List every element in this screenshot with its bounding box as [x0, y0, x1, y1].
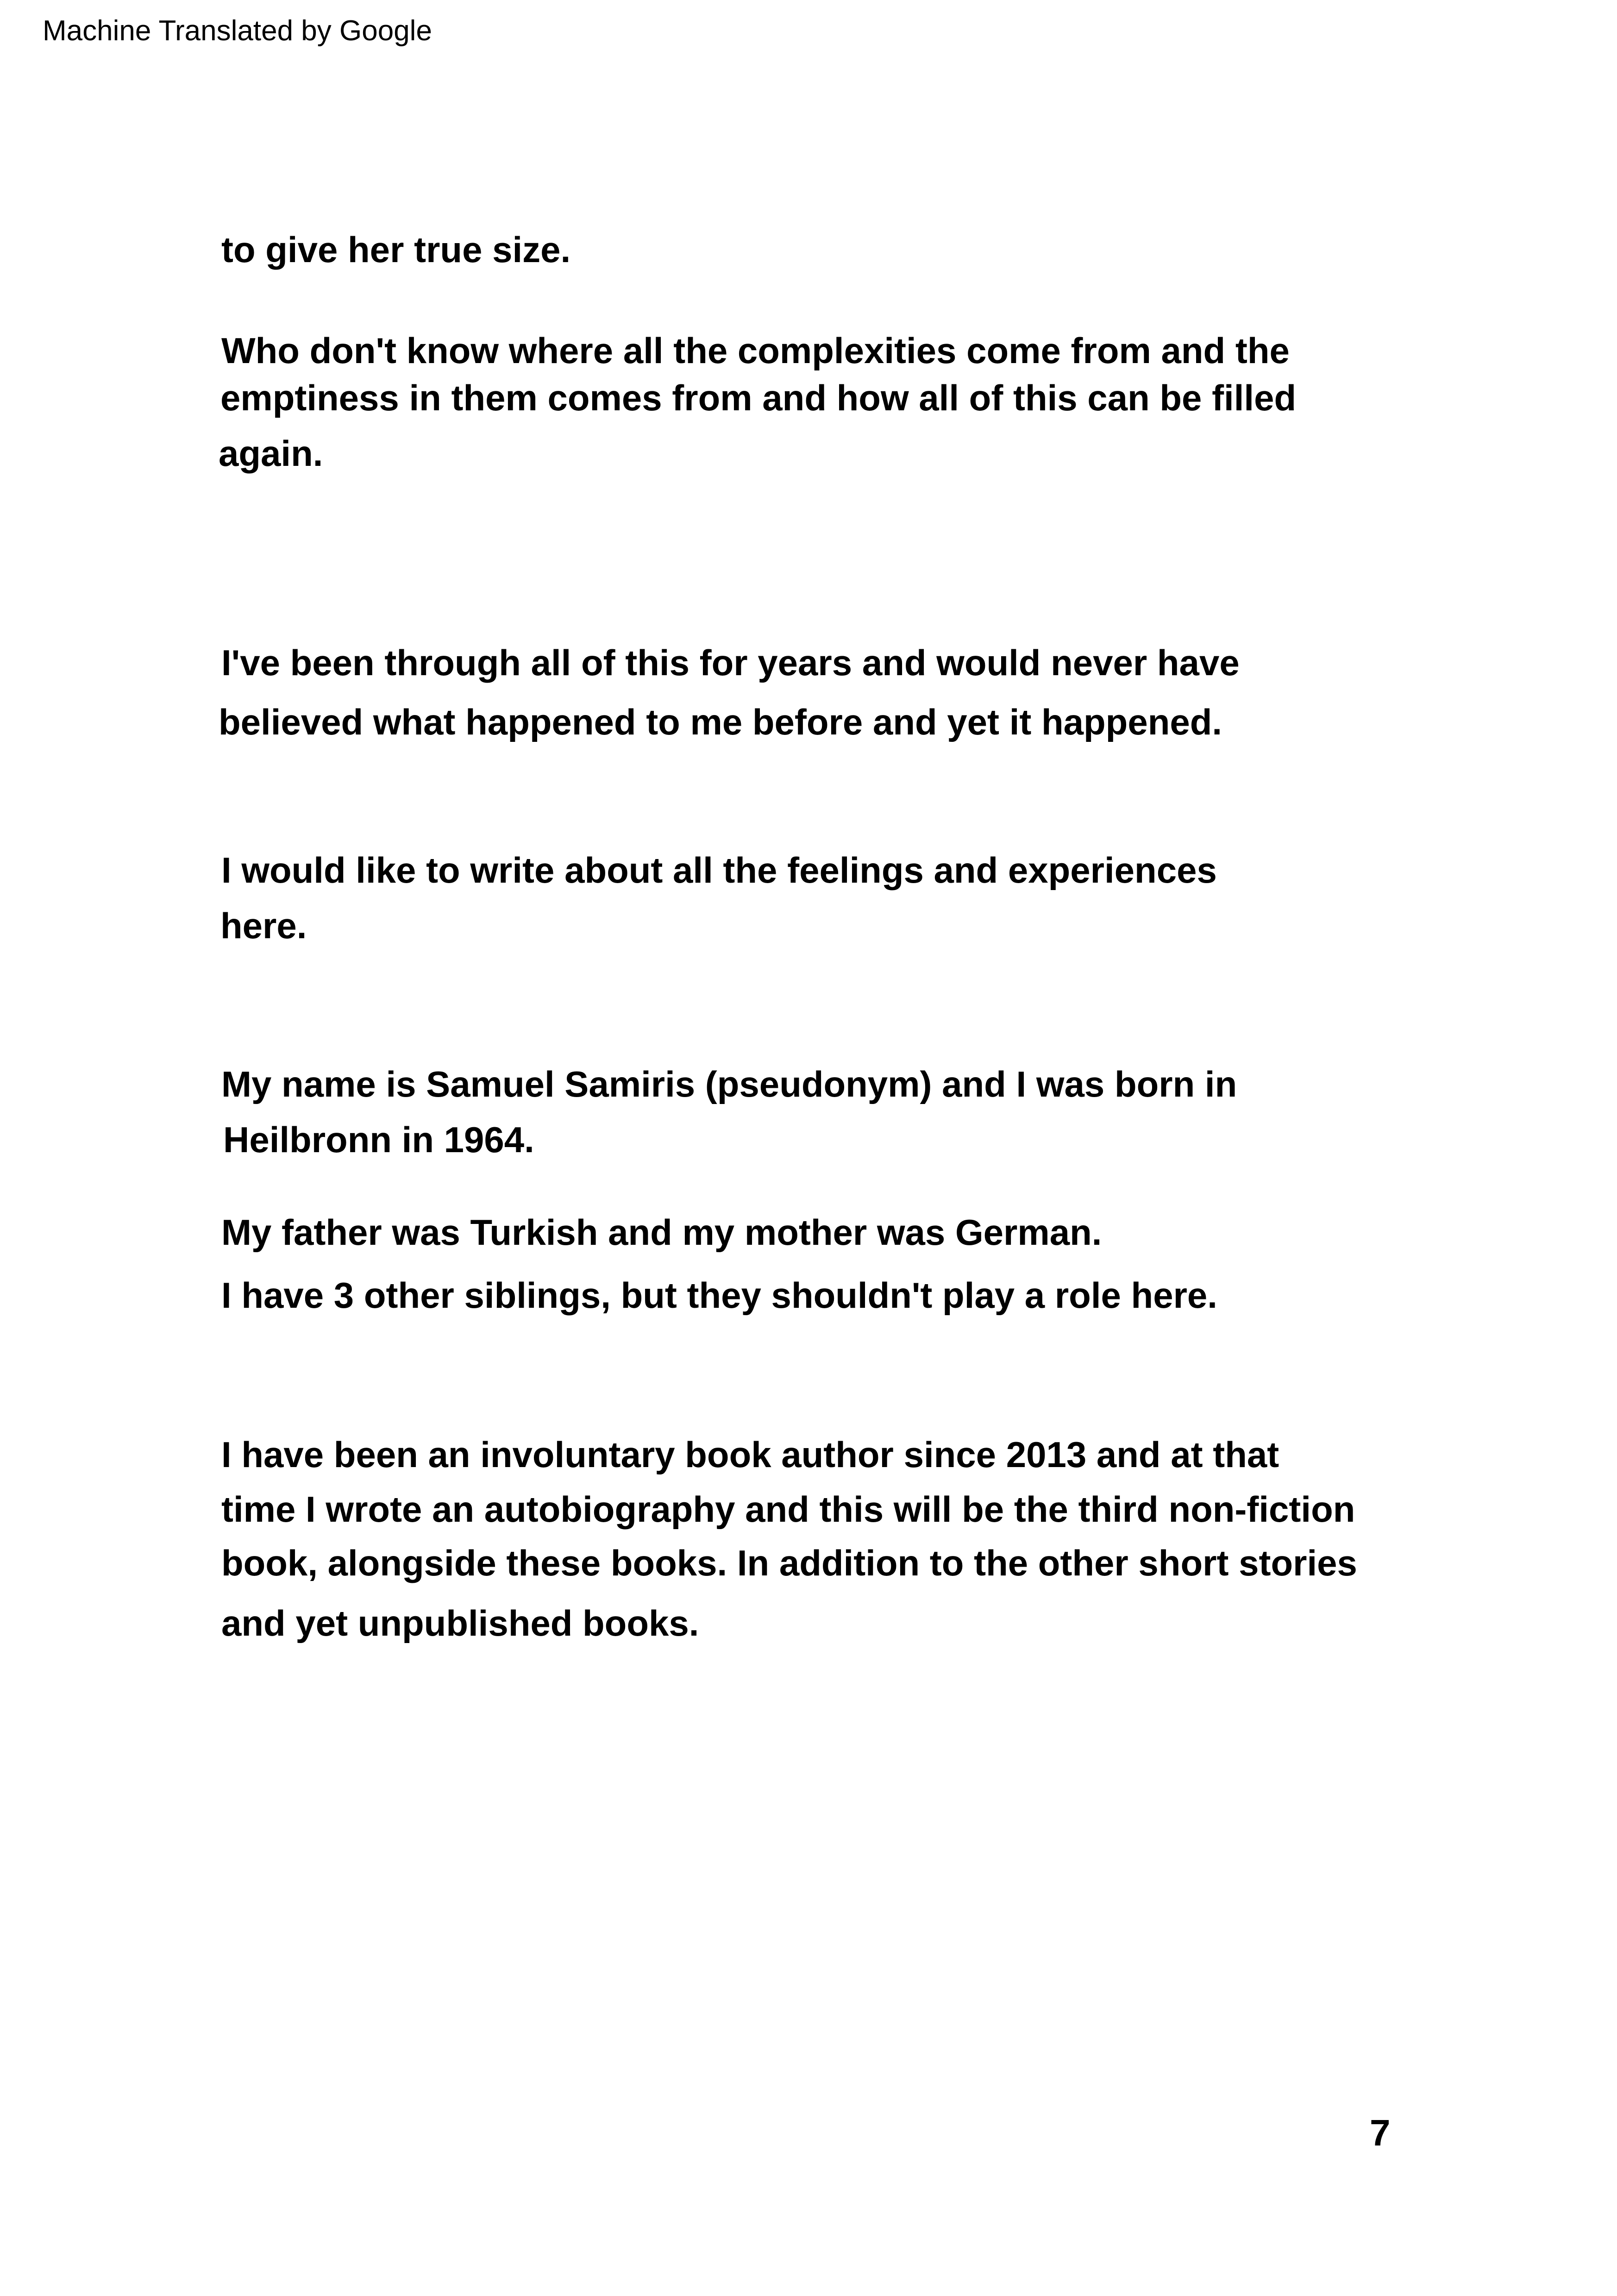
body-text-line: believed what happened to me before and yet it happened.	[219, 702, 1222, 742]
body-text-line: here.	[220, 905, 307, 946]
body-text-line: I would like to write about all the feelings and experiences	[221, 850, 1217, 891]
body-text-line: time I wrote an autobiography and this will be the third non-fiction	[221, 1489, 1355, 1530]
body-text-line: My name is Samuel Samiris (pseudonym) and I was born in	[221, 1064, 1237, 1104]
body-text-line: Who don't know where all the complexities come from and the	[221, 330, 1290, 371]
body-text-line: I have been an involuntary book author since 2013 and at that	[221, 1434, 1279, 1475]
page-number: 7	[1370, 2112, 1391, 2153]
body-text-line: emptiness in them comes from and how all of this can be filled	[220, 377, 1297, 418]
body-text-line: My father was Turkish and my mother was German.	[221, 1212, 1102, 1253]
body-text-line: I have 3 other siblings, but they shouldn't play a role here.	[221, 1275, 1217, 1316]
body-text-line: book, alongside these books. In addition to the other short stories	[221, 1543, 1357, 1583]
body-text-line: I've been through all of this for years and would never have	[221, 642, 1240, 683]
body-text-line: to give her true size.	[221, 229, 571, 270]
body-text-line: again.	[219, 433, 323, 474]
body-text-line: Heilbronn in 1964.	[223, 1119, 534, 1160]
body-text-line: and yet unpublished books.	[221, 1603, 699, 1644]
machine-translation-note: Machine Translated by Google	[43, 15, 432, 47]
